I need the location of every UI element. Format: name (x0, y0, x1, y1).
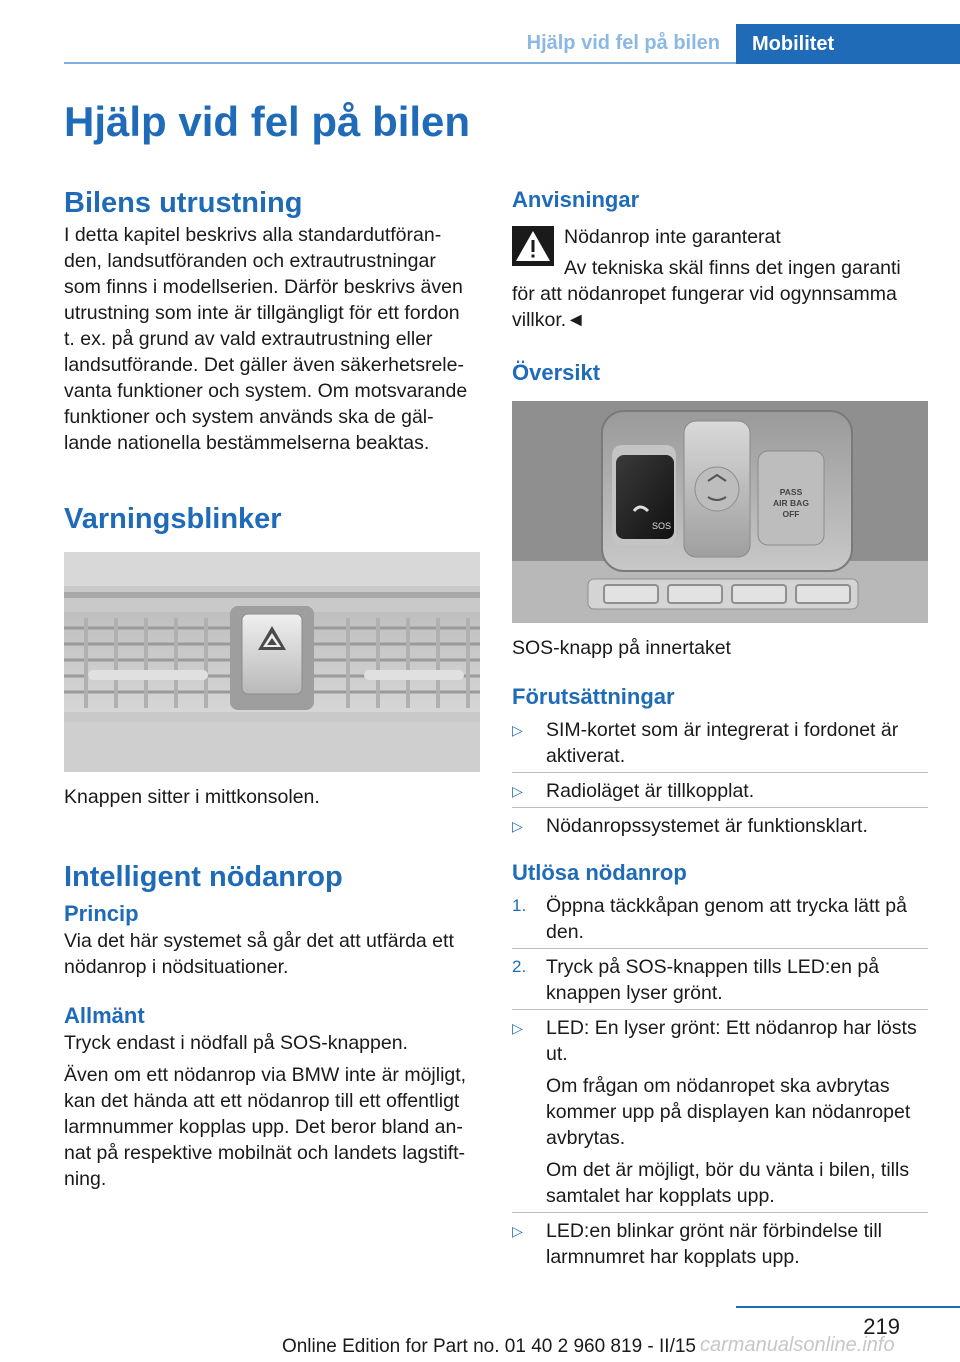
hazard-caption: Knappen sitter i mittkonsolen. (64, 786, 320, 808)
text-line: ut. (546, 1043, 568, 1065)
text-line: Öppna täckkåpan genom att trycka lätt på (546, 895, 907, 917)
text-line: I detta kapitel beskrivs alla standardutföran- (64, 224, 442, 246)
text-line: ning. (64, 1168, 107, 1190)
triangle-bullet-icon: ▷ (512, 722, 523, 738)
divider (512, 1009, 928, 1010)
text-line: avbrytas. (546, 1127, 626, 1149)
heading-hazard-lights: Varningsblinker (64, 503, 282, 535)
steps-list (512, 893, 928, 1270)
requirements-list (512, 717, 928, 839)
list-item (512, 954, 928, 1006)
right-column (512, 186, 928, 1270)
equipment-text (64, 222, 480, 456)
list-item (512, 813, 928, 839)
text-line: LED:en blinkar grönt när förbindelse till (546, 1220, 883, 1242)
text-line: landsutförande. Det gäller även säkerhetsrele- (64, 354, 464, 376)
overview-caption: SOS-knapp på innertaket (512, 637, 731, 659)
text-line: nödanrop i nödsituationer. (64, 956, 289, 978)
text-line: Tryck på SOS-knappen tills LED:en på (546, 956, 880, 978)
text-line: SIM-kortet som är integrerat i fordonet är (546, 719, 899, 741)
text-line: utrustning som inte är tillgängligt för ett fordon (64, 302, 460, 324)
text-line: kan det hända att ett nödanrop till ett offentligt (64, 1090, 460, 1112)
divider (512, 772, 928, 773)
text-line: Radioläget är tillkopplat. (546, 780, 755, 802)
text-line: kommer upp på displayen kan nödanropet (546, 1101, 911, 1123)
step-number: 2. (512, 957, 527, 976)
text-line: vanta funktioner och system. Om motsvarande (64, 380, 468, 402)
triangle-bullet-icon: ▷ (512, 783, 523, 799)
text-line: Även om ett nödanrop via BMW inte är möjligt, (64, 1064, 467, 1086)
list-item (512, 717, 928, 769)
footer-rule (736, 1306, 960, 1308)
principle-text (64, 928, 480, 980)
page-title: Hjälp vid fel på bilen (64, 98, 471, 145)
list-item (512, 778, 928, 804)
warning-triangle-icon (512, 226, 554, 266)
warning-text (512, 281, 928, 333)
divider (512, 1212, 928, 1213)
heading-equipment: Bilens utrustning (64, 187, 303, 219)
heading-overview: Översikt (512, 360, 601, 385)
sub-paragraph (546, 1157, 928, 1209)
text-line: Via det här systemet så går det att utfärda ett (64, 930, 454, 952)
list-item (512, 1015, 928, 1209)
airbag-label: AIR BAG (773, 498, 809, 508)
heading-intelligent-emergency-call: Intelligent nödanrop (64, 861, 343, 893)
warning-title: Nödanrop inte garanterat (564, 226, 781, 248)
warning-line: Av tekniska skäl finns det ingen garanti (564, 257, 901, 279)
triangle-bullet-icon: ▷ (512, 818, 523, 834)
text-line: t. ex. på grund av vald extrautrustning eller (64, 328, 433, 350)
text-line: villkor.◄ (512, 309, 586, 331)
divider (512, 948, 928, 949)
text-line: larmnumret har kopplats upp. (546, 1246, 800, 1268)
pass-label: PASS (779, 487, 803, 497)
header-section-title: Hjälp vid fel på bilen (526, 32, 720, 54)
heading-general: Allmänt (64, 1003, 145, 1028)
warning-note (512, 224, 928, 281)
text-line: Om det är möjligt, bör du vänta i bilen, tills (546, 1159, 910, 1181)
sos-label: SOS (652, 521, 672, 531)
text-line: för att nödanropet fungerar vid ogynnsamma (512, 283, 897, 305)
left-column (64, 186, 480, 1192)
heading-notes: Anvisningar (512, 187, 640, 212)
general-text-1: Tryck endast i nödfall på SOS-knappen. (64, 1032, 408, 1054)
sub-paragraph (546, 1073, 928, 1151)
heading-requirements: Förutsättningar (512, 684, 675, 709)
hazard-button-photo (64, 552, 480, 772)
text-line: som finns i modellserien. Därför beskrivs även (64, 276, 463, 298)
header-rule (64, 62, 736, 64)
text-line: nat på respektive mobilnät och landets lagstift- (64, 1142, 466, 1164)
text-line: lande nationella bestämmelserna beaktas. (64, 432, 430, 454)
step-number: 1. (512, 896, 527, 915)
list-item (512, 893, 928, 945)
triangle-bullet-icon: ▷ (512, 1020, 523, 1036)
text-line: aktiverat. (546, 745, 626, 767)
text-line: den, landsutföranden och extrautrustningar (64, 250, 436, 272)
text-line: Om frågan om nödanropet ska avbrytas (546, 1075, 890, 1097)
text-line: larmnummer kopplas upp. Det beror bland an- (64, 1116, 463, 1138)
text-line: funktioner och system används ska de gäl- (64, 406, 434, 428)
general-text-2 (64, 1062, 480, 1192)
text-line: samtalet har kopplats upp. (546, 1185, 775, 1207)
text-line: LED: En lyser grönt: Ett nödanrop har lösts (546, 1017, 917, 1039)
watermark: carmanualsonline.info (700, 1334, 895, 1356)
triangle-bullet-icon: ▷ (512, 1223, 523, 1239)
list-item (512, 1218, 928, 1270)
header-tab-mobility[interactable]: Mobilitet (736, 24, 960, 64)
off-label: OFF (782, 509, 800, 519)
heading-trigger-emergency-call: Utlösa nödanrop (512, 860, 687, 885)
heading-principle: Princip (64, 901, 139, 926)
text-line: Nödanropssystemet är funktionsklart. (546, 815, 868, 837)
page-number: 219 (863, 1314, 900, 1339)
divider (512, 807, 928, 808)
sos-button-photo (512, 401, 928, 623)
edition-note: Online Edition for Part no. 01 40 2 960 819 - II/15 (281, 1336, 696, 1357)
text-line: knappen lyser grönt. (546, 982, 723, 1004)
text-line: den. (546, 921, 584, 943)
